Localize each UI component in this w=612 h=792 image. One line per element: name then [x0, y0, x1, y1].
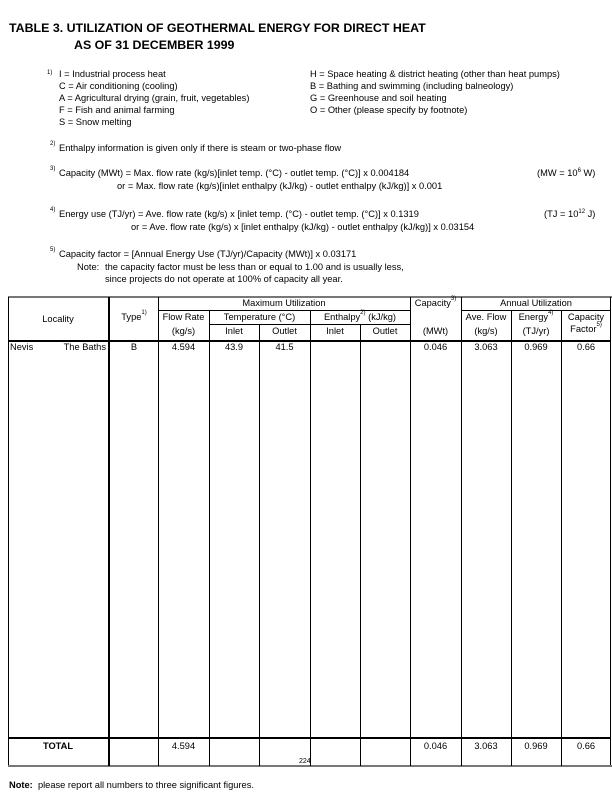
header-flow-rate-unit: (kg/s): [171, 326, 196, 336]
divider: [108, 297, 110, 766]
capacity-formula-line2: or = Max. flow rate (kg/s)[inlet enthalpy (kJ/kg) - outlet enthalpy (kJ/kg)] x 0.001: [117, 181, 443, 191]
total-ave-flow: 3.063: [474, 741, 498, 751]
header-capacity-label: Capacity: [414, 298, 451, 308]
header-enthalpy-outlet: Outlet: [372, 326, 398, 336]
header-annual-utilization: Annual Utilization: [500, 298, 572, 308]
divider: [561, 310, 562, 766]
capacity-factor-note-label: Note:: [77, 262, 100, 272]
footnote-ref: 1): [141, 310, 147, 316]
footnote-1-left-col: [59, 68, 249, 128]
total-energy: 0.969: [524, 741, 548, 751]
header-type: [110, 312, 158, 322]
header-enthalpy-inlet: Inlet: [326, 326, 344, 336]
capacity-factor-formula: Capacity factor = [Annual Energy Use (TJ/yr)/Capacity (MWt)] x 0.03171: [59, 249, 357, 259]
divider: [259, 324, 260, 766]
total-label: TOTAL: [42, 741, 74, 751]
type-code-h: H = Space heating & district heating (other than heat pumps): [310, 69, 560, 79]
cell-energy: 0.969: [524, 342, 548, 352]
cell-temp-outlet: 41.5: [275, 342, 294, 352]
bottom-note-text: please report all numbers to three significant figures.: [37, 780, 254, 790]
cell-locality-country: Nevis: [10, 342, 34, 352]
tj-unit-note: [544, 208, 595, 220]
mw-unit-note: [537, 167, 595, 179]
footnote-ref: 4): [548, 310, 554, 316]
unit-suffix: J): [585, 209, 596, 219]
header-capacity-unit: (MWt): [422, 326, 449, 336]
cell-type: B: [130, 342, 138, 352]
header-ave-flow: Ave. Flow: [465, 312, 507, 322]
footnote-marker: 2): [50, 141, 56, 147]
footnote-1-right-col: [310, 68, 560, 116]
energy-formula-line1: Energy use (TJ/yr) = Ave. flow rate (kg/s) x [inlet temp. (°C) - outlet temp. (°C)] x 0.1319: [59, 209, 419, 219]
bottom-note: [9, 779, 254, 791]
total-top-rule: [8, 737, 611, 739]
divider: [209, 324, 410, 325]
header-temperature: Temperature (°C): [223, 312, 296, 322]
header-max-utilization: Maximum Utilization: [242, 298, 326, 308]
table-title-line2: AS OF 31 DECEMBER 1999: [74, 38, 235, 52]
footnote-ref: 2): [360, 310, 366, 316]
header-capacity-factor-2: [561, 324, 611, 334]
capacity-factor-note-line1: the capacity factor must be less than or equal to 1.00 and is usually less,: [105, 262, 404, 272]
unit-prefix: (MW = 10: [537, 168, 578, 178]
unit-prefix: (TJ = 10: [544, 209, 579, 219]
type-code-b: B = Bathing and swimming (including balneology): [310, 81, 514, 91]
header-capacity-factor: Capacity: [567, 312, 605, 322]
header-type-label: Type: [121, 312, 142, 322]
table-title-line1: TABLE 3. UTILIZATION OF GEOTHERMAL ENERGY FOR DIRECT HEAT: [9, 21, 426, 35]
header-enthalpy-label: Enthalpy: [323, 312, 361, 322]
footnote-ref: 3): [450, 296, 457, 302]
total-capacity-factor: 0.66: [576, 741, 596, 751]
bottom-note-label: Note:: [9, 780, 33, 790]
divider: [310, 310, 311, 766]
total-flow-rate: 4.594: [171, 741, 196, 751]
energy-formula-line2: or = Ave. flow rate (kg/s) x [inlet enthalpy (kJ/kg) - outlet enthalpy (kJ/kg)] x 0.03154: [131, 222, 475, 232]
table-right-border: [610, 297, 611, 767]
divider: [461, 297, 462, 766]
page-number: 224: [299, 758, 311, 765]
type-code-f: F = Fish and animal farming: [59, 105, 175, 115]
header-ave-flow-unit: (kg/s): [474, 326, 498, 336]
cell-temp-inlet: 43.9: [224, 342, 244, 352]
header-capacity: [410, 298, 461, 308]
footnote-2-text: Enthalpy information is given only if there is steam or two-phase flow: [59, 143, 342, 153]
unit-exponent: 6: [577, 168, 581, 174]
divider: [209, 310, 210, 766]
unit-exponent: 12: [578, 209, 586, 215]
header-temp-outlet: Outlet: [272, 326, 297, 336]
cell-ave-flow: 3.063: [474, 342, 498, 352]
footnote-marker: 5): [50, 247, 56, 253]
header-energy: [511, 312, 561, 322]
header-energy-label: Energy: [518, 312, 549, 322]
capacity-factor-note-line2: since projects do not operate at 100% of capacity all year.: [105, 274, 343, 284]
cell-capacity-factor: 0.66: [576, 342, 596, 352]
footnote-marker: 4): [50, 207, 56, 213]
header-enthalpy: [310, 312, 410, 322]
type-code-i: I = Industrial process heat: [59, 69, 166, 79]
capacity-formula-line1: Capacity (MWt) = Max. flow rate (kg/s)[inlet temp. (°C) - outlet temp. (°C)] x 0.004184: [59, 168, 410, 178]
footnote-marker: 1): [47, 70, 53, 76]
header-locality: Locality: [42, 314, 74, 324]
type-code-a: A = Agricultural drying (grain, fruit, vegetables): [59, 93, 250, 103]
header-enthalpy-unit: (kJ/kg): [365, 312, 396, 322]
header-capacity-factor-label: Factor: [570, 324, 597, 334]
type-code-g: G = Greenhouse and soil heating: [310, 93, 447, 103]
footnote-marker: 3): [50, 166, 56, 172]
divider: [158, 310, 410, 311]
cell-capacity: 0.046: [423, 342, 448, 352]
type-code-c: C = Air conditioning (cooling): [59, 81, 178, 91]
divider: [158, 297, 159, 766]
divider: [360, 324, 361, 766]
header-flow-rate: Flow Rate: [162, 312, 205, 322]
type-code-s: S = Snow melting: [59, 117, 132, 127]
divider: [511, 310, 512, 766]
total-capacity: 0.046: [423, 741, 448, 751]
header-energy-unit: (TJ/yr): [522, 326, 550, 336]
table-left-border: [8, 297, 9, 767]
divider: [410, 297, 411, 766]
footnote-ref: 5): [596, 322, 602, 328]
divider: [461, 310, 611, 311]
type-code-o: O = Other (please specify by footnote): [310, 105, 468, 115]
cell-flow-rate: 4.594: [171, 342, 196, 352]
header-temp-inlet: Inlet: [225, 326, 243, 336]
cell-locality-site: The Baths: [63, 342, 106, 352]
unit-suffix: W): [580, 168, 596, 178]
